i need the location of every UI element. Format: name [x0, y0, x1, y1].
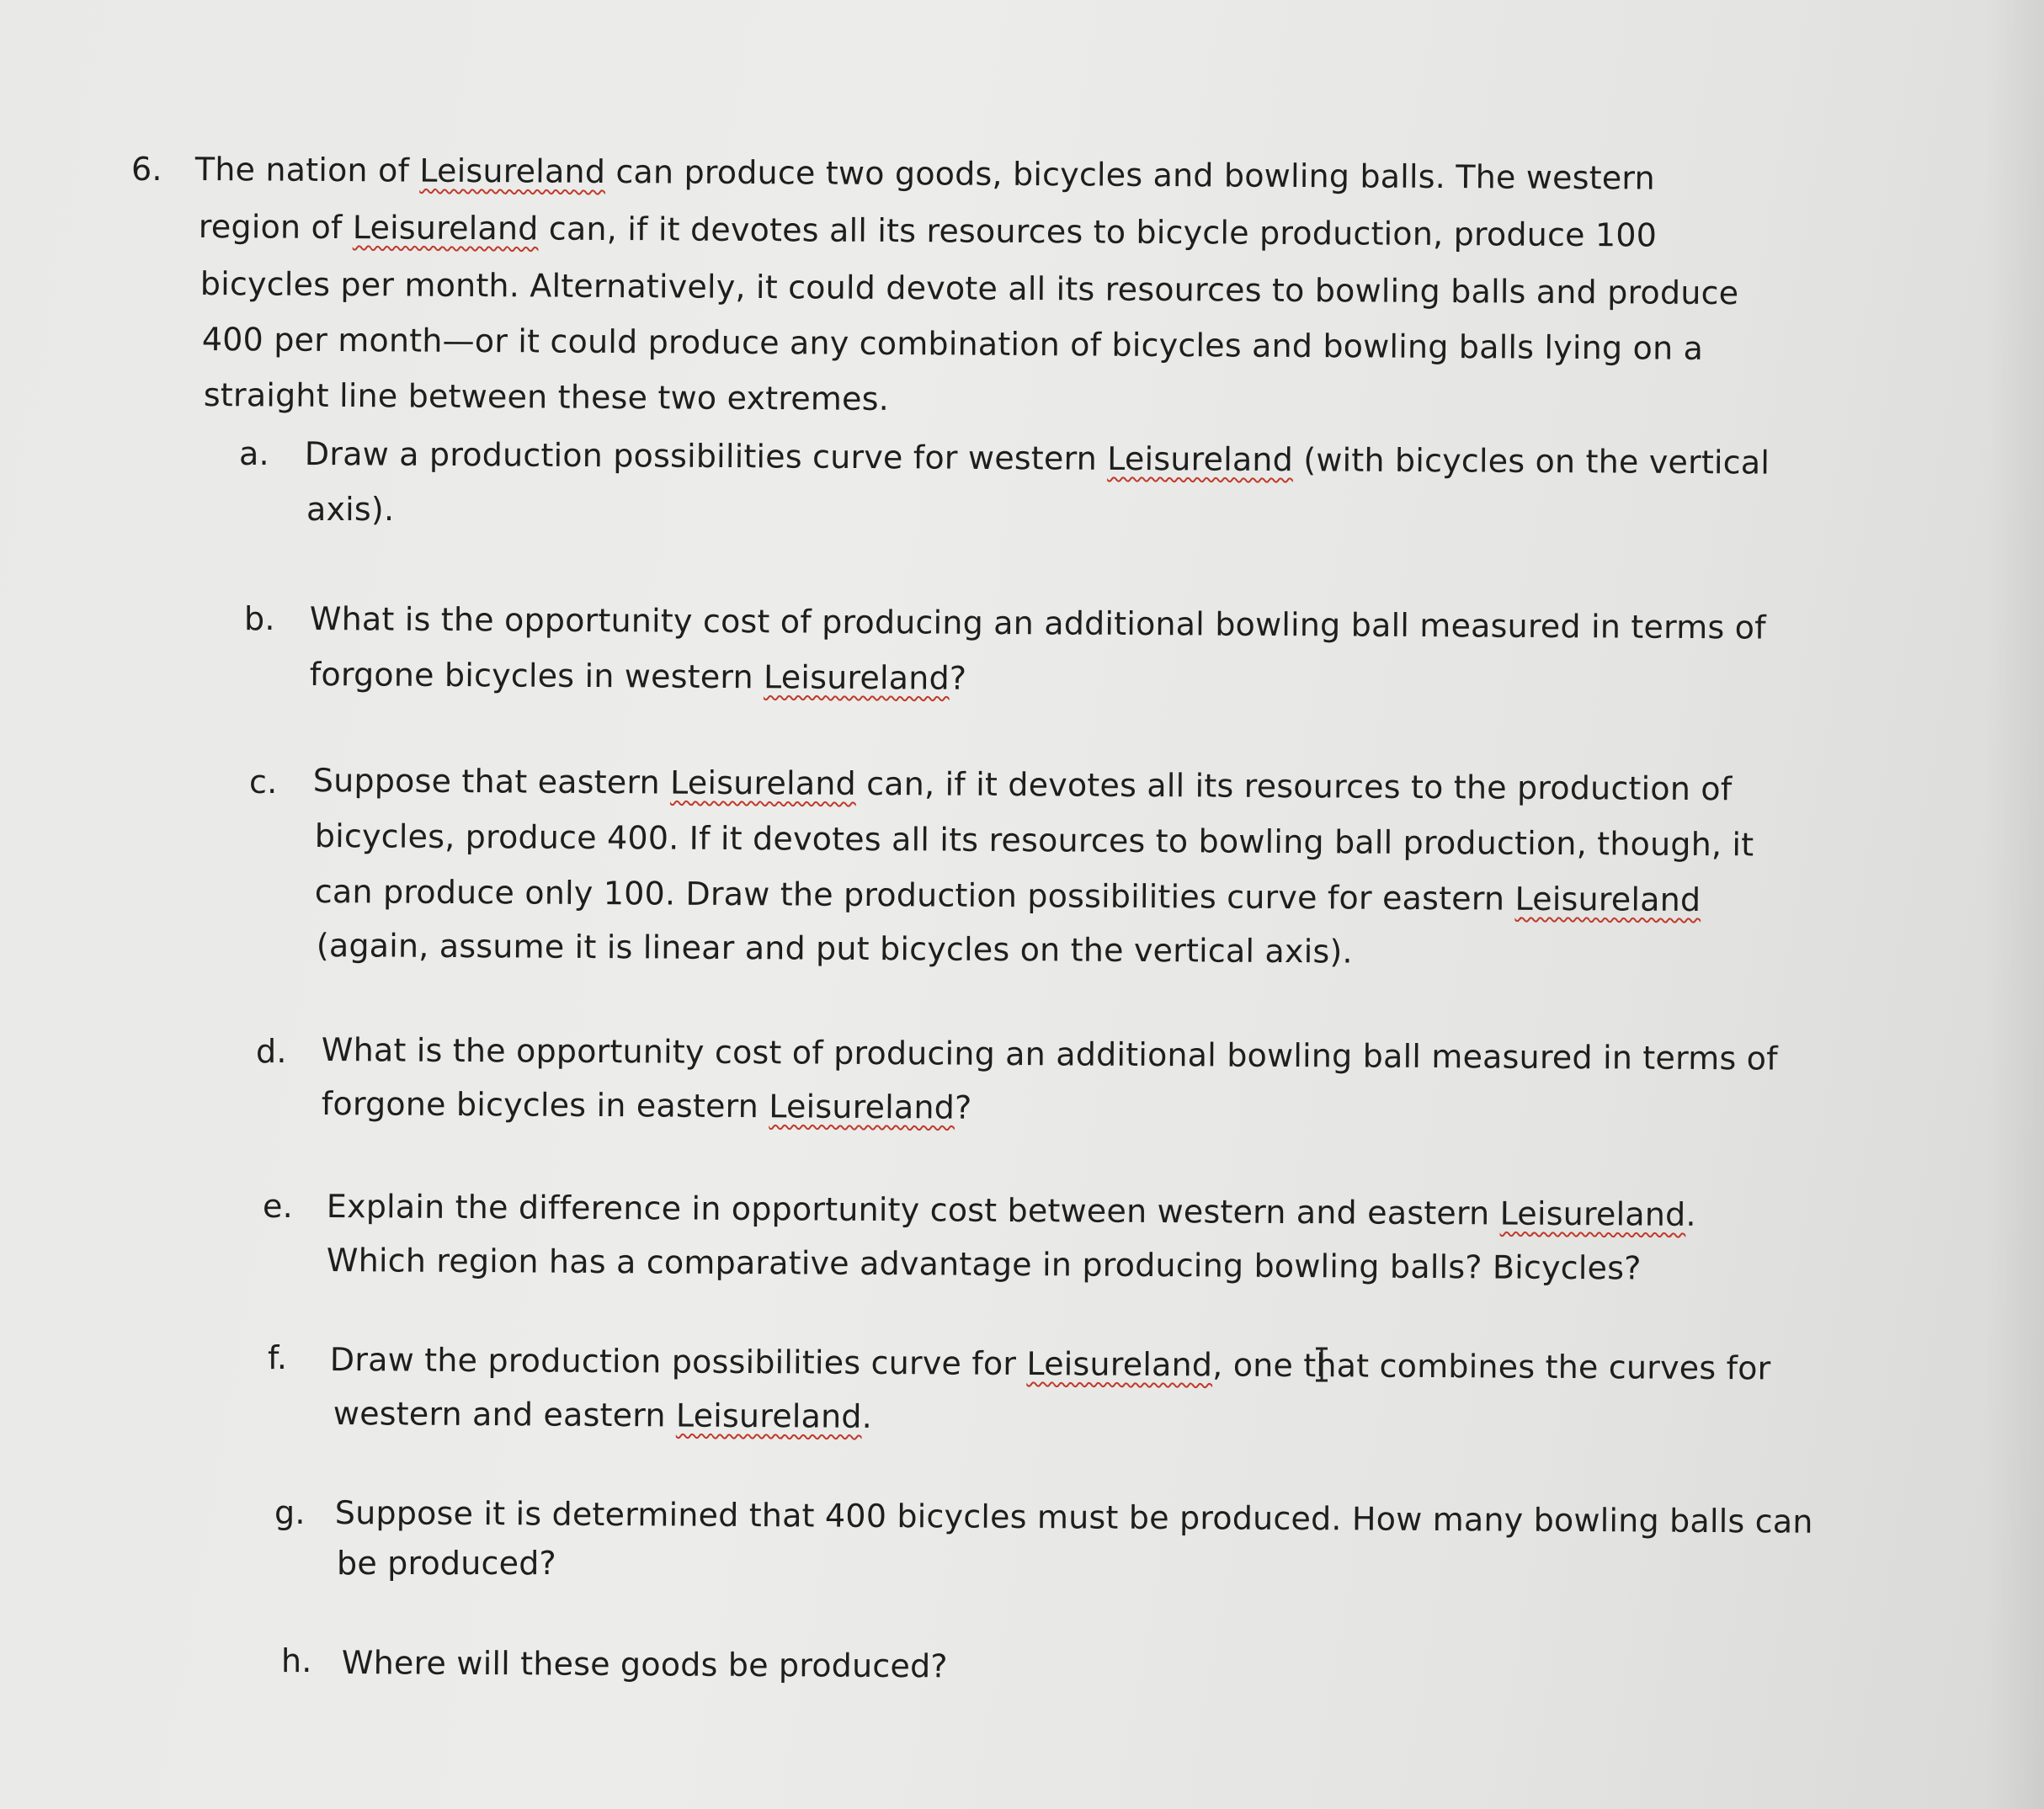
intro-line-2: region of Leisureland can, if it devotes all its resources to bicycle production, produce 100	[198, 208, 1658, 254]
intro-line-3: bicycles per month. Alternatively, it could devote all its resources to bowling balls and produce	[200, 265, 1739, 312]
spellcheck-word: Leisureland	[1499, 1194, 1686, 1233]
spellcheck-word: Leisureland	[675, 1397, 862, 1435]
spellcheck-word: Leisureland	[763, 658, 950, 697]
spellcheck-word: Leisureland	[1107, 439, 1294, 479]
part-h-line-1: Where will these goods be produced?	[341, 1644, 948, 1685]
question-number: 6.	[131, 151, 162, 188]
part-d-label: d.	[256, 1033, 287, 1070]
part-e-line-2: Which region has a comparative advantage in producing bowling balls? Bicycles?	[326, 1242, 1642, 1287]
part-c-line-4: (again, assume it is linear and put bicycles on the vertical axis).	[316, 927, 1353, 971]
part-b-line-2: forgone bicycles in western Leisureland?	[309, 656, 967, 697]
part-g-line-2: be produced?	[337, 1545, 556, 1582]
spellcheck-word: Leisureland	[419, 152, 606, 190]
part-d-line-2: forgone bicycles in eastern Leisureland?	[321, 1085, 972, 1126]
part-e-line-1: Explain the difference in opportunity cost between western and eastern Leisureland.	[326, 1188, 1696, 1233]
part-g-line-1: Suppose it is determined that 400 bicycles must be produced. How many bowling balls can	[334, 1494, 1813, 1540]
spellcheck-word: Leisureland	[1514, 880, 1701, 919]
part-d-line-1: What is the opportunity cost of producing an additional bowling ball measured in terms of	[321, 1031, 1778, 1077]
spellcheck-word: Leisureland	[769, 1088, 955, 1126]
spellcheck-word: Leisureland	[670, 764, 857, 802]
part-b-line-1: What is the opportunity cost of producing an additional bowling ball measured in terms of	[309, 600, 1766, 646]
part-a-label: a.	[239, 435, 269, 472]
intro-line-4: 400 per month—or it could produce any combination of bicycles and bowling balls lying on a	[201, 321, 1704, 367]
part-a-line-1: Draw a production possibilities curve for western Leisureland (with bicycles on the vertical	[304, 435, 1770, 482]
intro-line-5: straight line between these two extremes.	[203, 376, 890, 418]
part-c-line-2: bicycles, produce 400. If it devotes all its resources to bowling ball production, though, it	[314, 817, 1754, 864]
part-h-label: h.	[281, 1642, 312, 1679]
spellcheck-word: Leisureland	[1026, 1345, 1213, 1384]
part-b-label: b.	[244, 600, 275, 637]
part-c-line-3: can produce only 100. Draw the production possibilities curve for eastern Leisureland	[314, 873, 1701, 919]
part-g-label: g.	[274, 1494, 306, 1531]
part-a-line-2: axis).	[306, 491, 395, 528]
part-f-label: f.	[268, 1339, 288, 1376]
part-c-line-1: Suppose that eastern Leisureland can, if it devotes all its resources to the production of	[312, 762, 1733, 808]
intro-line-1: The nation of Leisureland can produce two goods, bicycles and bowling balls. The western	[194, 151, 1655, 197]
part-c-label: c.	[249, 764, 278, 801]
part-e-label: e.	[263, 1188, 293, 1225]
part-f-line-2: western and eastern Leisureland.	[333, 1395, 873, 1435]
text-cursor-icon	[1313, 1347, 1330, 1382]
spellcheck-word: Leisureland	[352, 209, 539, 247]
part-f-line-1: Draw the production possibilities curve for Leisureland, one that combines the curves for	[329, 1341, 1771, 1387]
